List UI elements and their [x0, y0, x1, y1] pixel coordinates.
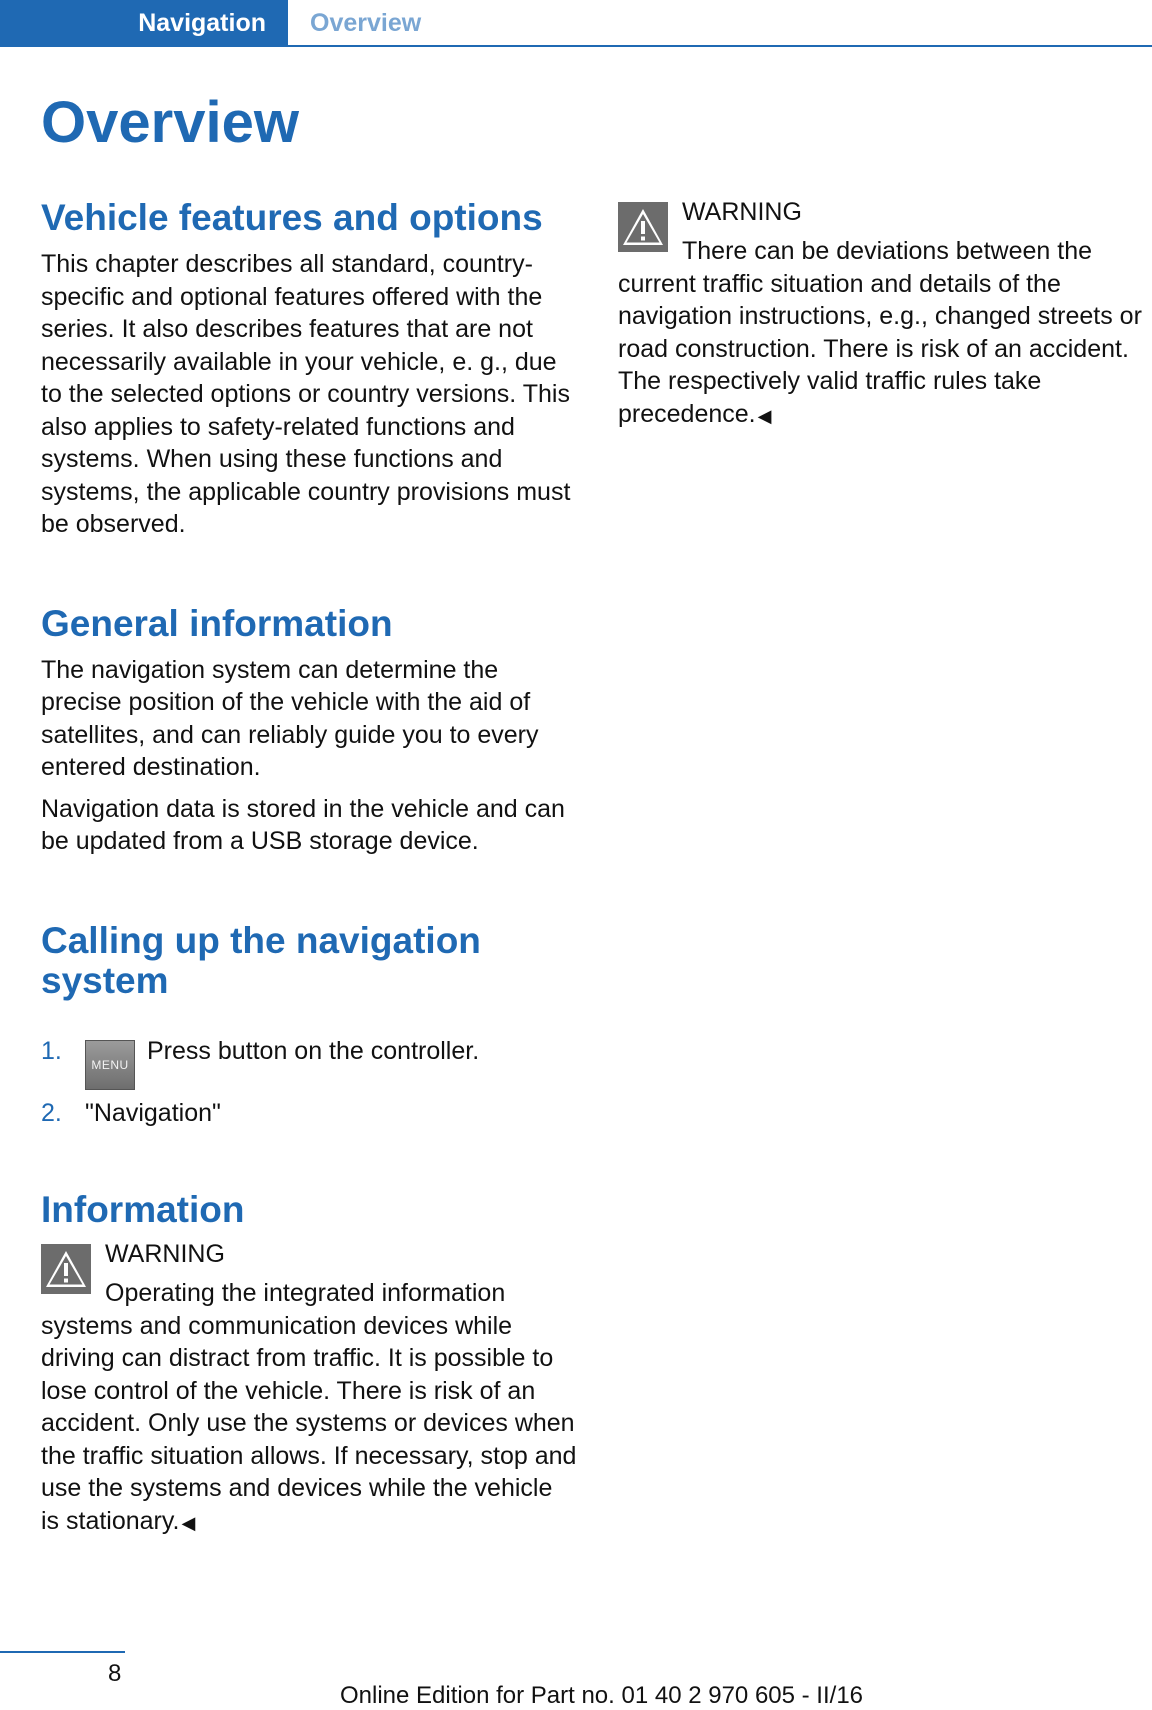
left-column	[41, 198, 577, 1539]
tab-navigation[interactable]: Navigation	[0, 0, 288, 47]
warning-text: Operating the integrated information systems and communication devices while driving can distract from traffic. It is possible to lose control of the vehicle. There is risk of an accident. Only use the systems or devices when the traffic situation allows. If necessary, stop and use the systems and devices while the vehicle is stationary.	[41, 1279, 577, 1535]
paragraph-general-1: The navigation system can determine the precise position of the vehicle with the aid of satellites, and can reliably guide you to every entered destination.	[41, 655, 539, 781]
warning-information	[41, 1240, 577, 1539]
paragraph-general-2: Navigation data is stored in the vehicle and can be updated from a USB storage device.	[41, 794, 565, 855]
end-mark-icon: ◀	[181, 1512, 196, 1533]
warning-triangle-icon	[618, 202, 668, 252]
spacer	[41, 1011, 577, 1035]
heading-calling-up-navigation: Calling up the navigation system	[41, 919, 481, 1001]
heading-information: Information	[41, 1189, 245, 1230]
step-text: Press button on the controller.	[147, 1036, 480, 1065]
step-number: 1.	[41, 1036, 62, 1065]
spacer	[41, 550, 577, 604]
paragraph-vehicle-features: This chapter describes all standard, country-specific and optional features offered with the series. It also describes features that are not necessarily available in your vehicle, e. g., due to the selected options or country versions. This also applies to safety-related functions and systems. When using these functions and systems, the applicable country provisions must be observed.	[41, 250, 571, 538]
footer-divider	[0, 1651, 125, 1653]
end-mark-icon: ◀	[757, 405, 772, 426]
step-1	[41, 1035, 577, 1090]
spacer	[41, 1136, 577, 1190]
step-2	[41, 1097, 577, 1130]
right-column	[618, 198, 1143, 432]
spacer	[41, 867, 577, 921]
tab-overview[interactable]: Overview	[310, 9, 422, 37]
heading-general-information: General information	[41, 602, 393, 644]
warning-title: WARNING	[682, 198, 802, 226]
menu-button-icon: MENU	[85, 1040, 135, 1090]
warning-deviations	[618, 198, 1143, 432]
step-number: 2.	[41, 1098, 62, 1127]
header-divider	[288, 45, 1152, 47]
warning-text: There can be deviations between the current traffic situation and details of the navigation instructions, e.g., changed streets or road construction. There is risk of an accident. The respectively valid traffic rules take precedence.	[618, 237, 1142, 428]
heading-vehicle-features: Vehicle features and options	[41, 197, 543, 238]
page-number: 8	[108, 1660, 122, 1687]
warning-title: WARNING	[105, 1240, 225, 1268]
edition-note: Online Edition for Part no. 01 40 2 970 605 - II/16	[340, 1682, 864, 1709]
header-tabs	[0, 0, 1152, 48]
step-text: "Navigation"	[85, 1098, 221, 1127]
warning-triangle-icon	[41, 1244, 91, 1294]
page-title: Overview	[41, 90, 299, 155]
